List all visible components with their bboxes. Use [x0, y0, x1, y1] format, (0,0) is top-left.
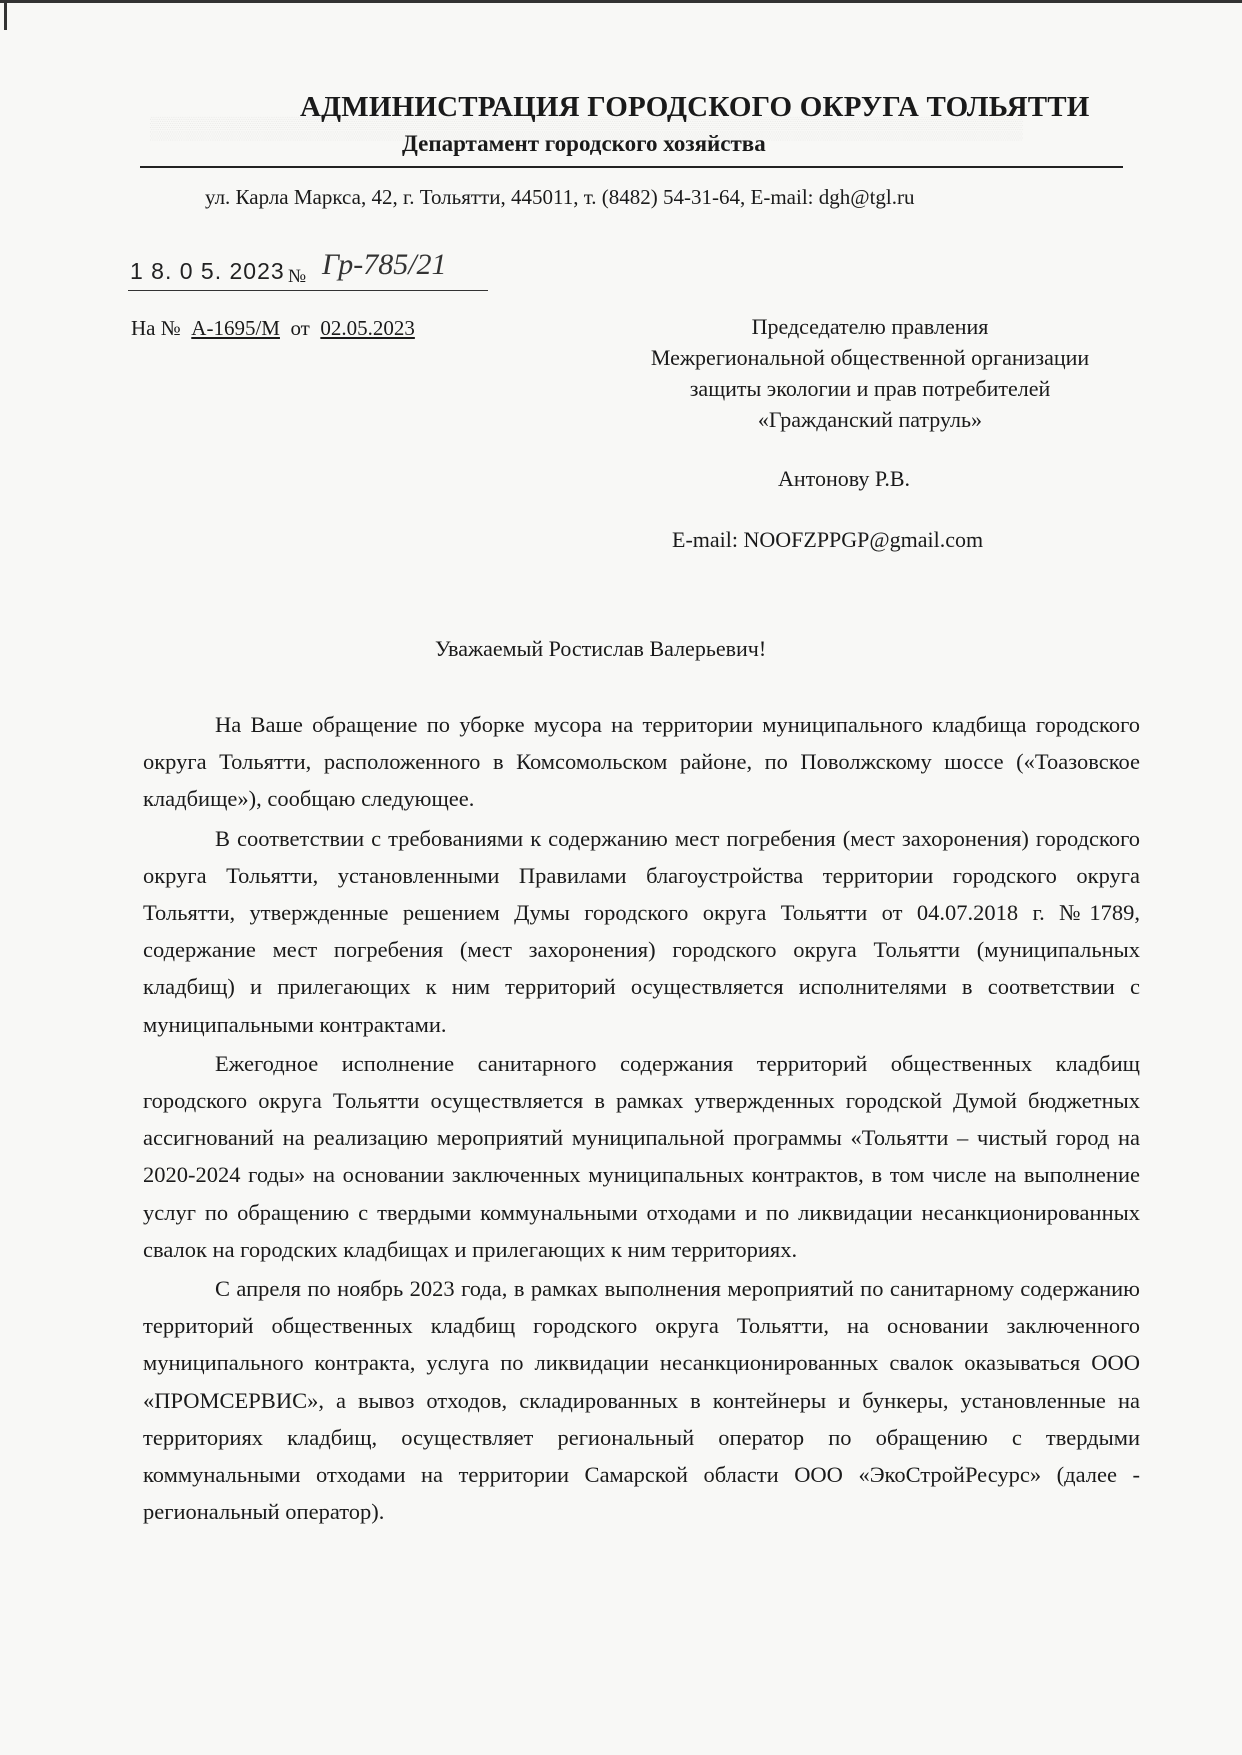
scan-edge-left	[4, 0, 7, 30]
header-divider	[140, 166, 1123, 168]
organization-title: АДМИНИСТРАЦИЯ ГОРОДСКОГО ОКРУГА ТОЛЬЯТТИ	[300, 91, 1090, 123]
registration-date: 1 8. 0 5. 2023	[130, 258, 285, 284]
registration-underline	[128, 290, 488, 291]
reference-date: 02.05.2023	[320, 316, 415, 340]
reference-prefix: На №	[131, 316, 181, 340]
addressee-name: Антонову Р.В.	[778, 466, 911, 491]
department-title: Департамент городского хозяйства	[402, 131, 766, 156]
reference-line	[131, 316, 415, 341]
registration-number-sign: №	[288, 266, 307, 287]
salutation: Уважаемый Ростислав Валерьевич!	[435, 636, 767, 661]
addressee-block	[580, 311, 1160, 435]
body-paragraph: С апреля по ноябрь 2023 года, в рамках выполнения мероприятий по санитарному содержанию территорий общественных кладбищ городского округа Тольятти, на основании заключенного муниципального контракта, услуга по ликвидации несанкционированных свалок оказываться ООО «ПРОМСЕРВИС», а вывоз отходов, складированных в контейнеры и бункеры, установленные на территориях кладбищ, осуществляет региональный оператор по обращению с твердыми коммунальными отходами на территории Самарской области ООО «ЭкоСтройРесурс» (далее - региональный оператор).	[143, 1276, 1140, 1525]
letter-body	[143, 706, 1140, 1532]
addressee-line: Межрегиональной общественной организации	[650, 345, 1090, 370]
body-paragraph: В соответствии с требованиями к содержанию мест погребения (мест захоронения) городского округа Тольятти, установленными Правилами благоустройства территории городского округа Тольятти, утвержденные решением Думы городского округа Тольятти от 04.07.2018 г. №1789, содержание мест погребения (мест захоронения) городского округа Тольятти (муниципальных кладбищ) и прилегающих к ним территорий осуществляется исполнителями в соответствии с муниципальными контрактами.	[143, 825, 1140, 1037]
header-address: ул. Карла Маркса, 42, г. Тольятти, 445011, т. (8482) 54-31-64, E-mail: dgh@tgl.ru	[205, 185, 915, 209]
scan-edge-top	[0, 0, 1242, 3]
body-paragraph: На Ваше обращение по уборке мусора на территории муниципального кладбища городского округа Тольятти, расположенного в Комсомольском районе, по Поволжскому шоссе («Тоазовское кладбище»), сообщаю следующее.	[143, 712, 1140, 812]
registration-number: Гр-785/21	[322, 248, 447, 281]
body-paragraph: Ежегодное исполнение санитарного содержания территорий общественных кладбищ городского округа Тольятти осуществляется в рамках утвержденных городской Думой бюджетных ассигнований на реализацию мероприятий муниципальной программы «Тольятти – чистый город на 2020-2024 годы» на основании заключенных муниципальных контрактов, в том числе на выполнение услуг по обращению с твердыми коммунальными отходами и по ликвидации несанкционированных свалок на городских кладбищах и прилегающих к ним территориях.	[143, 1050, 1140, 1262]
reference-from: от	[290, 316, 310, 340]
addressee-line: защиты экологии и прав потребителей	[689, 376, 1051, 401]
addressee-email: E-mail: NOOFZPPGP@gmail.com	[672, 527, 984, 552]
addressee-line: «Гражданский патруль»	[757, 407, 983, 432]
reference-number: А-1695/М	[191, 316, 280, 340]
addressee-line: Председателю правления	[751, 314, 989, 339]
